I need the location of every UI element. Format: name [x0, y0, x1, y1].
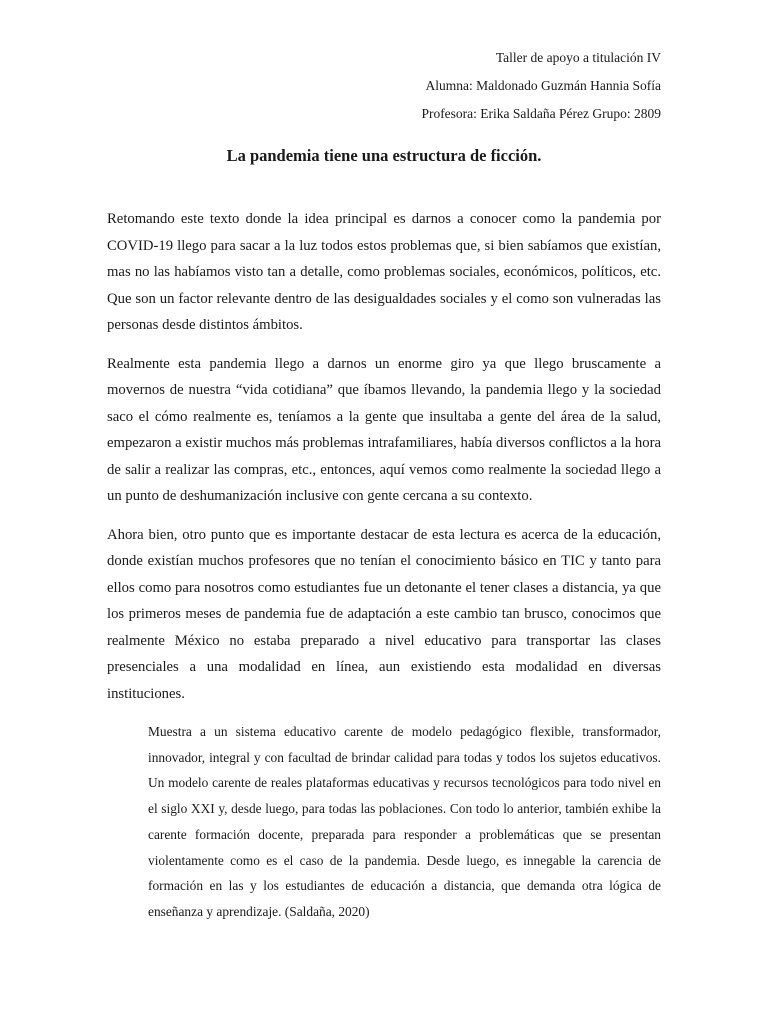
document-header: [421, 44, 661, 128]
paragraph-3: Ahora bien, otro punto que es importante destacar de esta lectura es acerca de la educación, donde existían muchos profesores que no tenían el conocimiento básico en TIC y tanto para ellos como para nosotros como estudiantes fue un detonante el tener clases a distancia, ya que los primeros meses de pandemia fue de adaptación a este cambio tan brusco, conocimos que realmente México no estaba preparado a nivel educativo para transportar las clases presenciales a una modalidad en línea, aun existiendo esta modalidad en diversas instituciones.: [107, 526, 661, 702]
paragraph-1: Retomando este texto donde la idea principal es darnos a conocer como la pandemia por COVID-19 llego para sacar a la luz todos estos problemas que, si bien sabíamos que existían, mas no las habíamos visto tan a detalle, como problemas sociales, económicos, políticos, etc. Que son un factor relevante dentro de las desigualdades sociales y el como son vulneradas las personas desde distintos ámbitos.: [107, 211, 661, 333]
paragraph-2: Realmente esta pandemia llego a darnos un enorme giro ya que llego bruscamente a movernos de nuestra “vida cotidiana” que íbamos llevando, la pandemia llego y la sociedad saco el cómo realmente es, teníamos a la gente que insultaba a gente del área de la salud, empezaron a existir muchos más problemas intrafamiliares, había diversos conflictos a la hora de salir a realizar las compras, etc., entonces, aquí vemos como realmente la sociedad llego a un punto de deshumanización inclusive con gente cercana a su contexto.: [107, 355, 661, 504]
document-title: La pandemia tiene una estructura de ficción.: [226, 146, 542, 165]
document-body: [107, 206, 661, 925]
student-name: Alumna: Maldonado Guzmán Hannia Sofía: [425, 78, 661, 93]
block-quote: Muestra a un sistema educativo carente de modelo pedagógico flexible, transformador, innovador, integral y con facultad de brindar calidad para todas y todos los sujetos educativos. Un modelo carente de reales plataformas educativas y recursos tecnológicos para todo nivel en el siglo XXI y, desde luego, para todas las poblaciones. Con todo lo anterior, también exhibe la carente formación docente, preparada para responder a problemáticas que se presentan violentamente como es el caso de la pandemia. Desde luego, es innegable la carencia de formación en las y los estudiantes de educación a distancia, que demanda otra lógica de enseñanza y aprendizaje. (Saldaña, 2020): [148, 724, 661, 919]
teacher-group: Profesora: Erika Saldaña Pérez Grupo: 2809: [421, 106, 661, 121]
course-name: Taller de apoyo a titulación IV: [495, 50, 661, 65]
